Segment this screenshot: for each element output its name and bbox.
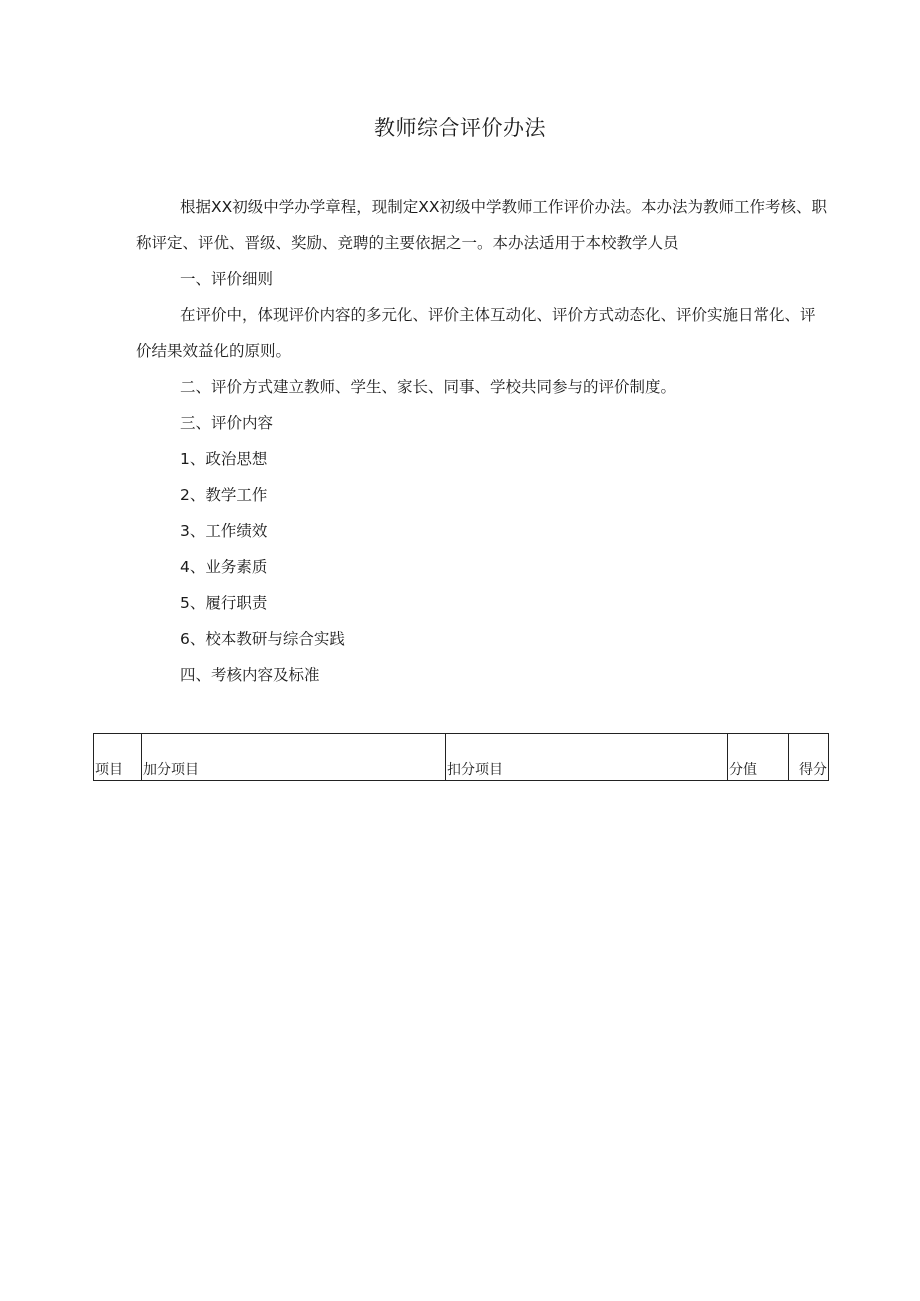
section-1-paragraph: 在评价中，体现评价内容的多元化、评价主体互动化、评价方式动态化、评价实施日常化、评价结果效益化的原则。: [136, 306, 816, 360]
content-item-4: 4、业务素质: [180, 558, 268, 576]
assessment-table: [93, 733, 829, 781]
section-4-heading: 四、考核内容及标准: [180, 666, 320, 684]
header-item: 项目: [94, 734, 142, 781]
header-score: 得分: [789, 734, 829, 781]
header-deduction-items: 扣分项目: [446, 734, 728, 781]
content-item-3: 3、工作绩效: [180, 522, 268, 540]
table-header-row: [94, 734, 829, 781]
header-points: 分值: [728, 734, 789, 781]
intro-paragraph: 根据XX初级中学办学章程，现制定XX初级中学教师工作评价办法。本办法为教师工作考核、职称评定、评优、晋级、奖励、竞聘的主要依据之一。本办法适用于本校教学人员: [136, 198, 827, 252]
content-item-5: 5、履行职责: [180, 594, 268, 612]
section-2-line: 二、评价方式建立教师、学生、家长、同事、学校共同参与的评价制度。: [180, 378, 677, 396]
section-1-heading: 一、评价细则: [180, 270, 274, 288]
document-title: 教师综合评价办法: [374, 116, 546, 140]
header-bonus-items: 加分项目: [142, 734, 446, 781]
content-item-2: 2、教学工作: [180, 486, 268, 504]
content-item-6: 6、校本教研与综合实践: [180, 630, 345, 648]
section-3-heading: 三、评价内容: [180, 414, 274, 432]
content-item-1: 1、政治思想: [180, 450, 268, 468]
